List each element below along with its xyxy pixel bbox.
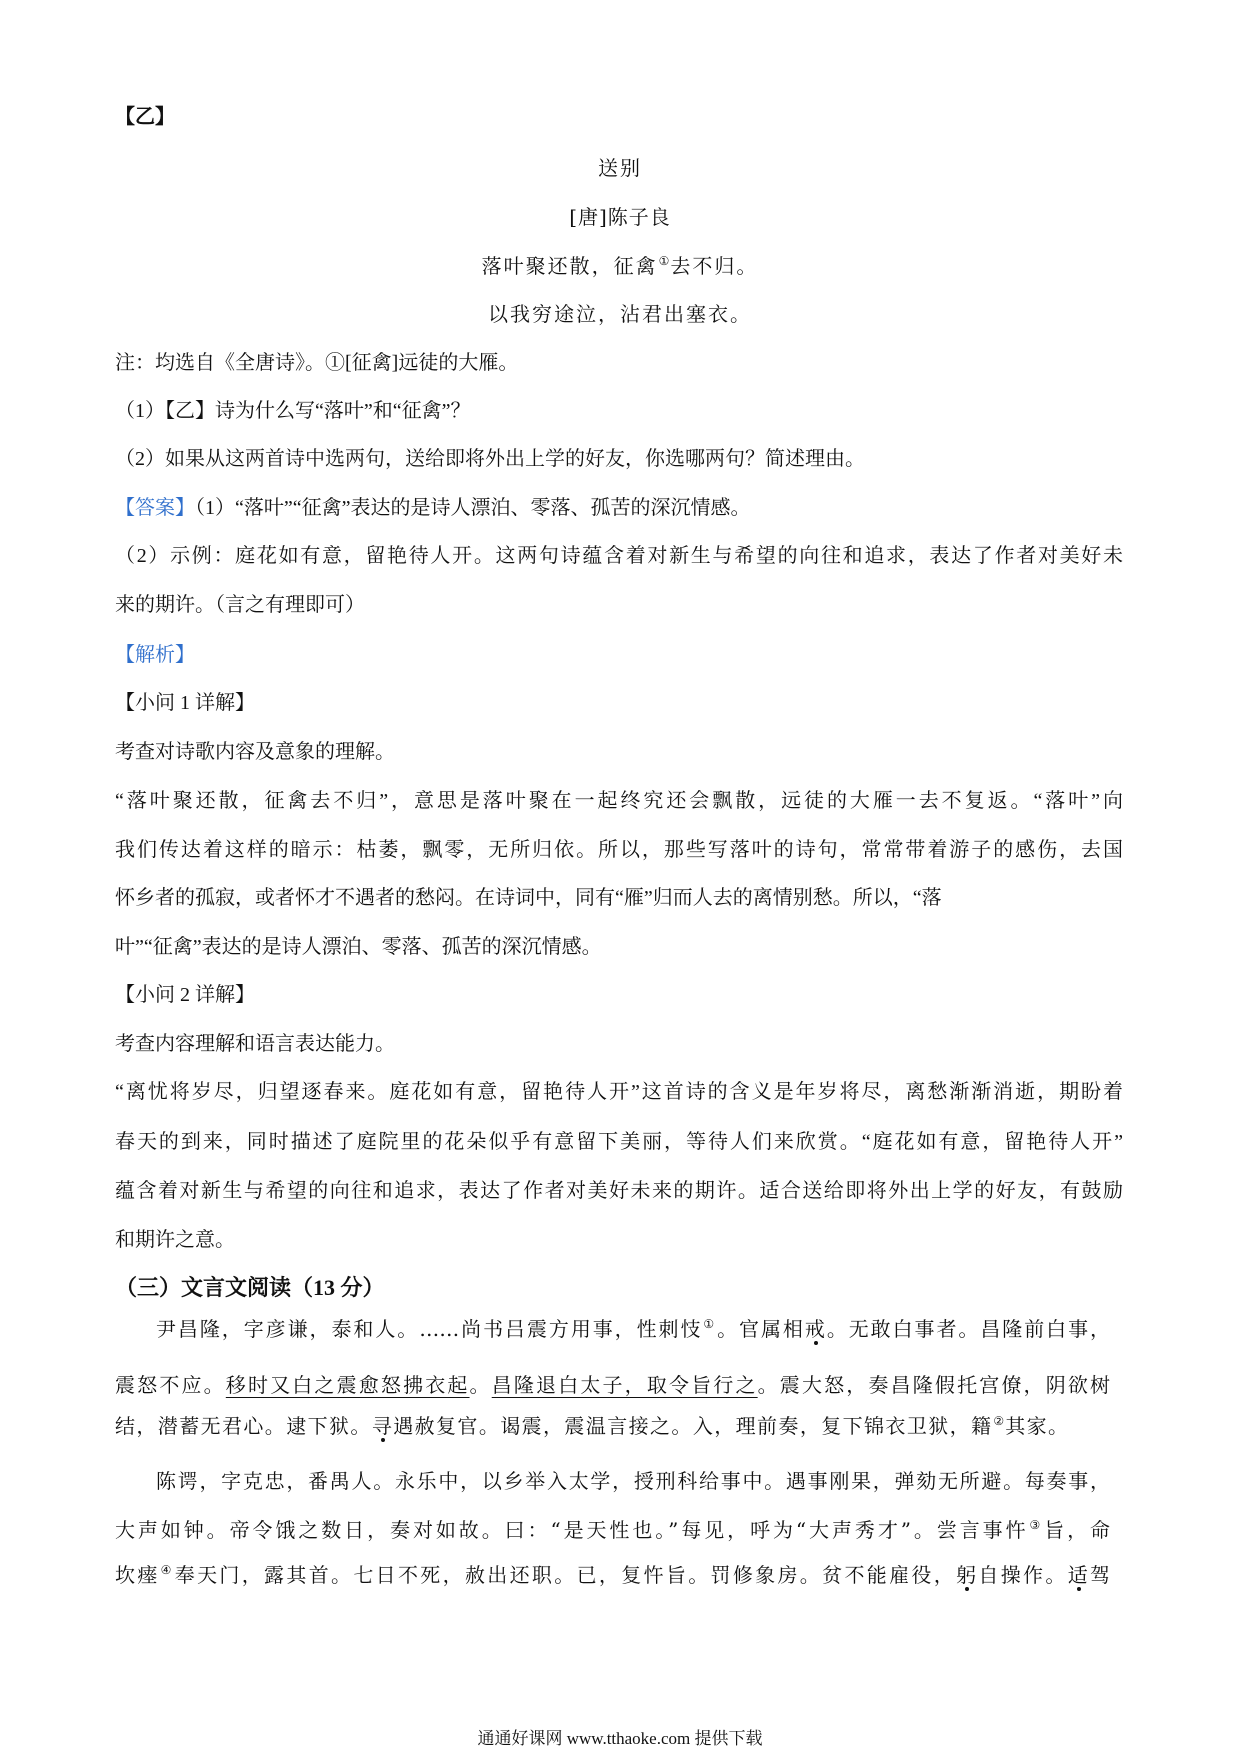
emphasis-word-xun: 寻 (371, 1414, 394, 1438)
classical-note-mark-2: ② (993, 1414, 1005, 1428)
classical-p1-l2-c: 。震大怒，奏昌隆假托宫僚，阴欲树 (757, 1373, 1111, 1397)
part-b-label: 【乙】 (115, 106, 175, 128)
classical-p1-l3-c: 其家。 (1005, 1414, 1070, 1438)
answer-text-1: （1）“落叶”“征禽”表达的是诗人漂泊、零落、孤苦的深沉情感。 (195, 497, 751, 519)
classical-p2-l3-a: 坎瘗 (115, 1563, 160, 1587)
sub-question-2-label: 【小问 2 详解】 (115, 984, 255, 1006)
underlined-sentence-1: 移时又白之震愈怒拂衣起 (225, 1373, 470, 1397)
classical-p1-l1-b: 。官属相 (717, 1317, 805, 1341)
sub-question-2-line-1: “离忧将岁尽，归望逐春来。庭花如有意，留艳待人开”这首诗的含义是年岁将尽，离愁渐渐消逝，期盼着 (115, 1081, 1123, 1103)
classical-p2-l2-a: 大声如钟。帝令饿之数日，奏对如故。曰：“是天性也。”每见，呼为“大声秀才”。尝言事忤 (115, 1518, 1029, 1542)
answer-line-3: 来的期许。（言之有理即可） (115, 594, 365, 616)
sub-question-1-line-2: 我们传达着这样的暗示：枯萎，飘零，无所归依。所以，那些写落叶的诗句，常常带着游子的感伤，去国 (115, 839, 1123, 861)
classical-p1-l1-c: 。无敢白事者。昌隆前白事， (826, 1317, 1111, 1341)
classical-p2-line-3 (115, 1560, 1110, 1590)
answer-line-1 (115, 493, 751, 523)
classical-note-mark-1: ① (703, 1317, 717, 1331)
poem-line-2: 以我穷途泣，沾君出塞衣。 (488, 302, 752, 326)
underlined-sentence-2: 昌隆退白太子，取令旨行之 (491, 1373, 758, 1397)
sub-question-1-label: 【小问 1 详解】 (115, 692, 255, 714)
emphasis-word-gong: 躬 (956, 1563, 979, 1587)
question-1: （1）【乙】诗为什么写“落叶”和“征禽”？ (115, 400, 471, 422)
poem-author: [唐]陈子良 (569, 205, 671, 229)
classical-p2-line-2 (115, 1515, 1110, 1545)
classical-note-mark-4: ④ (160, 1563, 174, 1577)
classical-p2-l3-d: 驾 (1090, 1563, 1111, 1587)
sub-question-1-line-4: 叶”“征禽”表达的是诗人漂泊、零落、孤苦的深沉情感。 (115, 936, 602, 958)
classical-note-mark-3: ③ (1029, 1518, 1044, 1532)
sub-question-2-line-4: 和期许之意。 (115, 1229, 235, 1251)
analysis-label: 【解析】 (115, 644, 195, 666)
classical-p1-line-2 (115, 1370, 1110, 1400)
classical-p1-l3-a: 结，潜蓄无君心。逮下狱。 (115, 1414, 372, 1438)
poem-note-mark-1: ① (658, 254, 670, 268)
sub-question-1-intro: 考查对诗歌内容及意象的理解。 (115, 741, 395, 763)
sub-question-1-line-3: 怀乡者的孤寂，或者怀才不遇者的愁闷。在诗词中，同有“雁”归而人去的离情别愁。所以，“落 (115, 887, 942, 909)
classical-p1-l2-a: 震怒不应。 (115, 1373, 226, 1397)
poem-line-1-a: 落叶聚还散，征禽 (481, 254, 658, 278)
poem-line-1-b: 去不归。 (670, 254, 759, 278)
answer-label: 【答案】 (115, 497, 195, 519)
source-note: 注：均选自《全唐诗》。①[征禽]远徒的大雁。 (115, 352, 519, 374)
question-2: （2）如果从这两首诗中选两句，送给即将外出上学的好友，你选哪两句？简述理由。 (115, 448, 865, 470)
classical-p1-l3-b: 遇赦复官。谒震，震温言接之。入，理前奏，复下锦衣卫狱，籍 (393, 1414, 993, 1438)
answer-line-2: （2）示例：庭花如有意，留艳待人开。这两句诗蕴含着对新生与希望的向往和追求，表达了作者对美好未 (115, 545, 1123, 567)
emphasis-word-jie: 戒 (804, 1317, 827, 1341)
classical-p2-l3-b: 奉天门，露其首。七日不死，赦出还职。已，复忤旨。罚修象房。贫不能雇役， (174, 1563, 957, 1587)
classical-p2-l2-b: 旨，命 (1044, 1518, 1111, 1542)
classical-p1-line-1 (156, 1314, 1110, 1344)
sub-question-1-line-1: “落叶聚还散，征禽去不归”，意思是落叶聚在一起终究还会飘散，远徒的大雁一去不复返。“落叶”向 (115, 790, 1123, 812)
sub-question-2-line-3: 蕴含着对新生与希望的向往和追求，表达了作者对美好未来的期许。适合送给即将外出上学的好友，有鼓励 (115, 1180, 1123, 1202)
poem-title: 送别 (598, 156, 642, 180)
classical-p2-l3-c: 自操作。 (978, 1563, 1068, 1587)
page-footer: 通通好课网 www.tthaoke.com 提供下载 (477, 1729, 763, 1748)
emphasis-word-shi: 适 (1067, 1563, 1091, 1587)
classical-p2-line-1: 陈谔，字克忠，番禺人。永乐中，以乡举入太学，授刑科给事中。遇事刚果，弹劾无所避。每奏事， (156, 1469, 1110, 1493)
classical-p1-line-3 (115, 1411, 1069, 1441)
sub-question-2-line-2: 春天的到来，同时描述了庭院里的花朵似乎有意留下美丽，等待人们来欣赏。“庭花如有意，留艳待人开” (115, 1131, 1123, 1153)
sub-question-2-intro: 考查内容理解和语言表达能力。 (115, 1033, 395, 1055)
classical-p1-l1-a: 尹昌隆，字彦谦，泰和人。……尚书吕震方用事，性刺忮 (156, 1317, 703, 1341)
poem-line-1 (0, 251, 1240, 281)
classical-heading: （三）文言文阅读（13 分） (115, 1275, 385, 1300)
classical-p1-l2-b: 。 (469, 1373, 492, 1397)
